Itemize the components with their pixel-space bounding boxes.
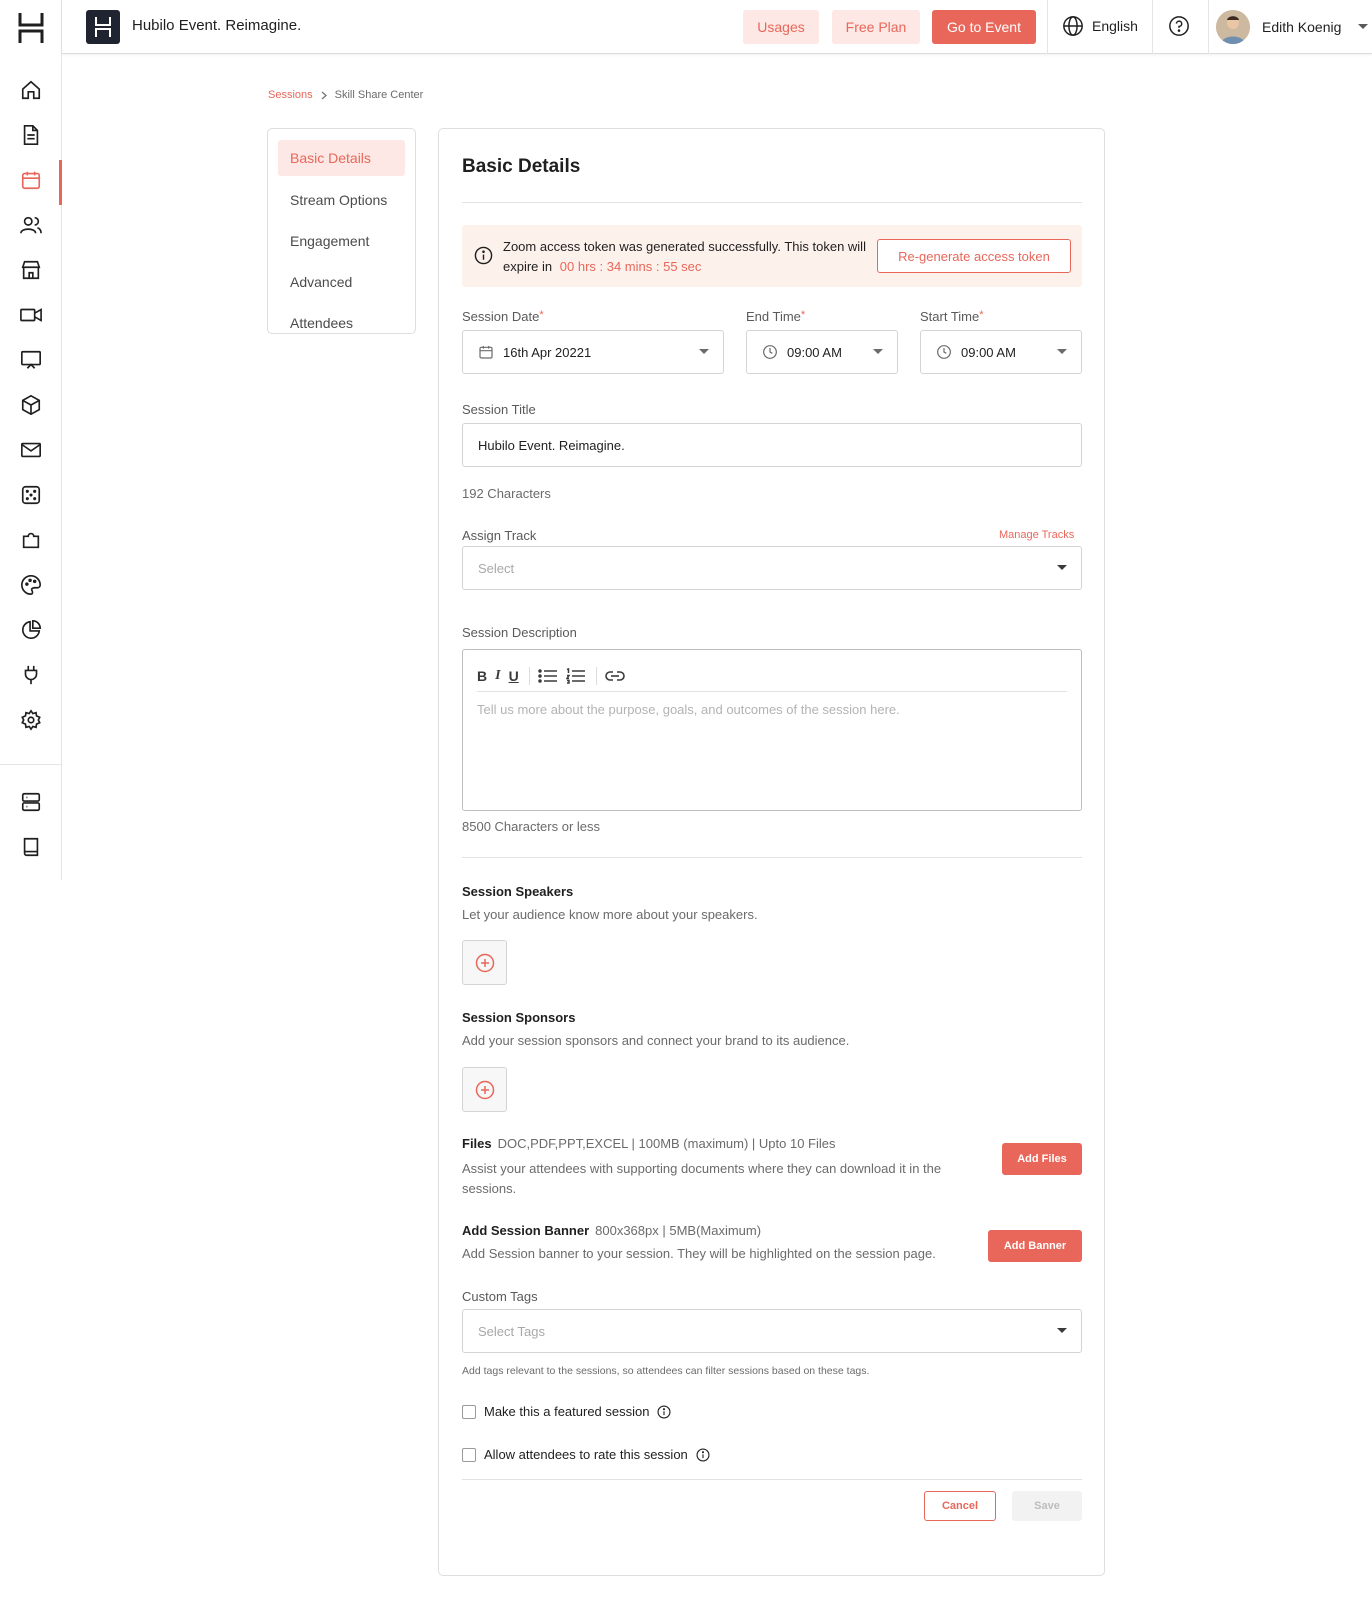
end-time-label-text: End Time xyxy=(746,309,801,324)
user-name: Edith Koenig xyxy=(1262,19,1342,35)
underline-button[interactable]: U xyxy=(508,667,519,684)
rate-session-row xyxy=(462,1447,710,1462)
language-label: English xyxy=(1092,18,1138,34)
puzzle-icon[interactable] xyxy=(18,527,44,553)
files-spec: DOC,PDF,PPT,EXCEL | 100MB (maximum) | Upto 10 Files xyxy=(497,1136,836,1151)
banner-subtitle: Add Session banner to your session. They will be highlighted on the session page. xyxy=(462,1246,936,1261)
page-title: Basic Details xyxy=(462,156,581,177)
calendar-icon[interactable] xyxy=(18,167,44,193)
clock-icon xyxy=(762,344,778,360)
add-speaker-button[interactable] xyxy=(462,940,507,985)
cancel-button[interactable]: Cancel xyxy=(924,1491,996,1521)
language-selector[interactable] xyxy=(1062,15,1138,37)
breadcrumb-sessions-link[interactable]: Sessions xyxy=(268,89,313,101)
help-icon[interactable] xyxy=(1168,15,1190,37)
pie-chart-icon[interactable] xyxy=(18,617,44,643)
basic-details-card xyxy=(438,128,1105,1576)
server-icon[interactable] xyxy=(18,789,44,815)
regenerate-token-button[interactable]: Re-generate access token xyxy=(877,239,1071,273)
end-time-value: 09:00 AM xyxy=(787,344,842,360)
home-icon[interactable] xyxy=(18,77,44,103)
left-rail xyxy=(0,0,62,880)
cube-icon[interactable] xyxy=(18,392,44,418)
document-icon[interactable] xyxy=(18,122,44,148)
description-editor xyxy=(462,649,1082,811)
info-icon[interactable] xyxy=(657,1405,671,1419)
speakers-subtitle: Let your audience know more about your speakers. xyxy=(462,907,758,922)
session-settings-nav xyxy=(267,128,416,334)
chevron-down-icon xyxy=(1057,565,1067,571)
required-mark: * xyxy=(800,309,806,321)
custom-tags-label: Custom Tags xyxy=(462,1289,538,1304)
token-expiry-time: 00 hrs : 34 mins : 55 sec xyxy=(559,259,702,274)
add-files-button[interactable]: Add Files xyxy=(1002,1143,1082,1175)
files-title: Files xyxy=(462,1136,492,1151)
numbered-list-icon[interactable] xyxy=(566,666,586,686)
italic-button[interactable]: I xyxy=(495,667,501,683)
calendar-icon xyxy=(478,344,494,360)
book-icon[interactable] xyxy=(18,834,44,860)
breadcrumb-current: Skill Share Center xyxy=(334,89,424,101)
nav-item-basic-details[interactable]: Basic Details xyxy=(278,140,405,176)
session-title-input[interactable]: Hubilo Event. Reimagine. xyxy=(462,423,1082,467)
topbar-divider xyxy=(1047,0,1048,54)
toolbar-divider xyxy=(596,667,597,685)
start-time-value: 09:00 AM xyxy=(961,344,1016,360)
divider xyxy=(462,202,1082,203)
chevron-right-icon xyxy=(321,91,327,100)
settings-icon[interactable] xyxy=(18,707,44,733)
app-logo-icon[interactable] xyxy=(86,10,120,44)
avatar[interactable] xyxy=(1216,10,1250,44)
users-icon[interactable] xyxy=(18,212,44,238)
mail-icon[interactable] xyxy=(18,437,44,463)
featured-session-checkbox[interactable] xyxy=(462,1405,476,1419)
link-icon[interactable] xyxy=(605,666,625,686)
editor-toolbar xyxy=(477,660,1067,692)
rail-active-indicator xyxy=(59,160,62,205)
nav-item-stream-options[interactable]: Stream Options xyxy=(290,192,388,208)
nav-item-engagement[interactable]: Engagement xyxy=(290,233,370,249)
free-plan-button[interactable]: Free Plan xyxy=(832,10,920,44)
bold-button[interactable]: B xyxy=(477,667,488,684)
video-camera-icon[interactable] xyxy=(18,302,44,328)
speakers-title: Session Speakers xyxy=(462,884,574,899)
files-heading xyxy=(462,1136,836,1151)
session-title-label: Session Title xyxy=(462,402,536,417)
assign-track-label: Assign Track xyxy=(462,528,537,543)
banner-spec: 800x368px | 5MB(Maximum) xyxy=(595,1223,762,1238)
required-mark: * xyxy=(539,309,544,321)
usages-button[interactable]: Usages xyxy=(743,10,819,44)
rail-divider xyxy=(0,764,62,765)
toolbar-divider xyxy=(529,667,530,685)
divider xyxy=(462,1479,1082,1480)
assign-track-select[interactable] xyxy=(462,546,1082,590)
info-icon xyxy=(474,246,493,265)
start-time-label xyxy=(920,309,984,324)
custom-tags-helper: Add tags relevant to the sessions, so attendees can filter sessions based on these tags. xyxy=(462,1365,870,1377)
top-bar xyxy=(62,0,1372,54)
required-mark: * xyxy=(979,309,984,321)
presentation-icon[interactable] xyxy=(18,347,44,373)
breadcrumb xyxy=(268,89,423,101)
nav-item-advanced[interactable]: Advanced xyxy=(290,274,353,290)
go-to-event-button[interactable]: Go to Event xyxy=(932,10,1036,44)
start-time-label-text: Start Time xyxy=(920,309,980,324)
globe-icon xyxy=(1062,15,1084,37)
banner-title: Add Session Banner xyxy=(462,1223,590,1238)
save-button[interactable]: Save xyxy=(1012,1491,1082,1521)
dice-icon[interactable] xyxy=(18,482,44,508)
palette-icon[interactable] xyxy=(18,572,44,598)
assign-track-placeholder: Select xyxy=(478,560,515,576)
alert-text: Zoom access token was generated successfully. This token will expire in xyxy=(503,239,866,274)
topbar-divider xyxy=(1152,0,1153,54)
chevron-down-icon xyxy=(1057,349,1067,355)
topbar-divider xyxy=(1208,0,1209,54)
featured-session-label: Make this a featured session xyxy=(484,1404,650,1419)
session-date-value: 16th Apr 20221 xyxy=(503,344,592,360)
end-time-label xyxy=(746,309,805,324)
end-time-picker[interactable] xyxy=(746,330,898,374)
files-subtitle: Assist your attendees with supporting documents where they can download it in the sessions. xyxy=(462,1161,942,1196)
chevron-down-icon xyxy=(1057,1328,1067,1334)
bullet-list-icon[interactable] xyxy=(538,666,558,686)
add-sponsor-button[interactable] xyxy=(462,1067,507,1112)
hubilo-logo-icon[interactable] xyxy=(18,11,44,45)
add-banner-button[interactable]: Add Banner xyxy=(988,1230,1082,1262)
session-date-label xyxy=(462,309,544,324)
custom-tags-placeholder: Select Tags xyxy=(478,1323,545,1339)
session-title-helper: 192 Characters xyxy=(462,486,551,501)
plus-circle-icon xyxy=(475,953,495,973)
user-menu[interactable] xyxy=(1216,10,1369,44)
plus-circle-icon xyxy=(475,1080,495,1100)
start-time-picker[interactable] xyxy=(920,330,1082,374)
token-alert xyxy=(462,225,1082,287)
chevron-down-icon xyxy=(699,349,709,355)
session-date-label-text: Session Date xyxy=(462,309,540,324)
plug-icon[interactable] xyxy=(18,662,44,688)
description-textarea[interactable]: Tell us more about the purpose, goals, and outcomes of the session here. xyxy=(477,702,900,717)
sponsors-title: Session Sponsors xyxy=(462,1010,576,1025)
clock-icon xyxy=(936,344,952,360)
chevron-down-icon[interactable] xyxy=(1357,23,1369,31)
description-label: Session Description xyxy=(462,625,577,640)
banner-heading xyxy=(462,1223,761,1238)
app-title: Hubilo Event. Reimagine. xyxy=(132,17,302,34)
description-helper: 8500 Characters or less xyxy=(462,819,601,834)
manage-tracks-link[interactable]: Manage Tracks xyxy=(999,529,1075,541)
custom-tags-select[interactable] xyxy=(462,1309,1082,1353)
info-icon[interactable] xyxy=(696,1448,710,1462)
session-date-picker[interactable] xyxy=(462,330,724,374)
chevron-down-icon xyxy=(873,349,883,355)
featured-session-row xyxy=(462,1404,671,1419)
store-icon[interactable] xyxy=(18,257,44,283)
rate-session-label: Allow attendees to rate this session xyxy=(484,1447,688,1462)
rate-session-checkbox[interactable] xyxy=(462,1448,476,1462)
alert-message xyxy=(503,237,873,277)
nav-item-attendees[interactable]: Attendees xyxy=(290,315,354,331)
divider xyxy=(462,857,1082,858)
sponsors-subtitle: Add your session sponsors and connect your brand to its audience. xyxy=(462,1033,850,1048)
